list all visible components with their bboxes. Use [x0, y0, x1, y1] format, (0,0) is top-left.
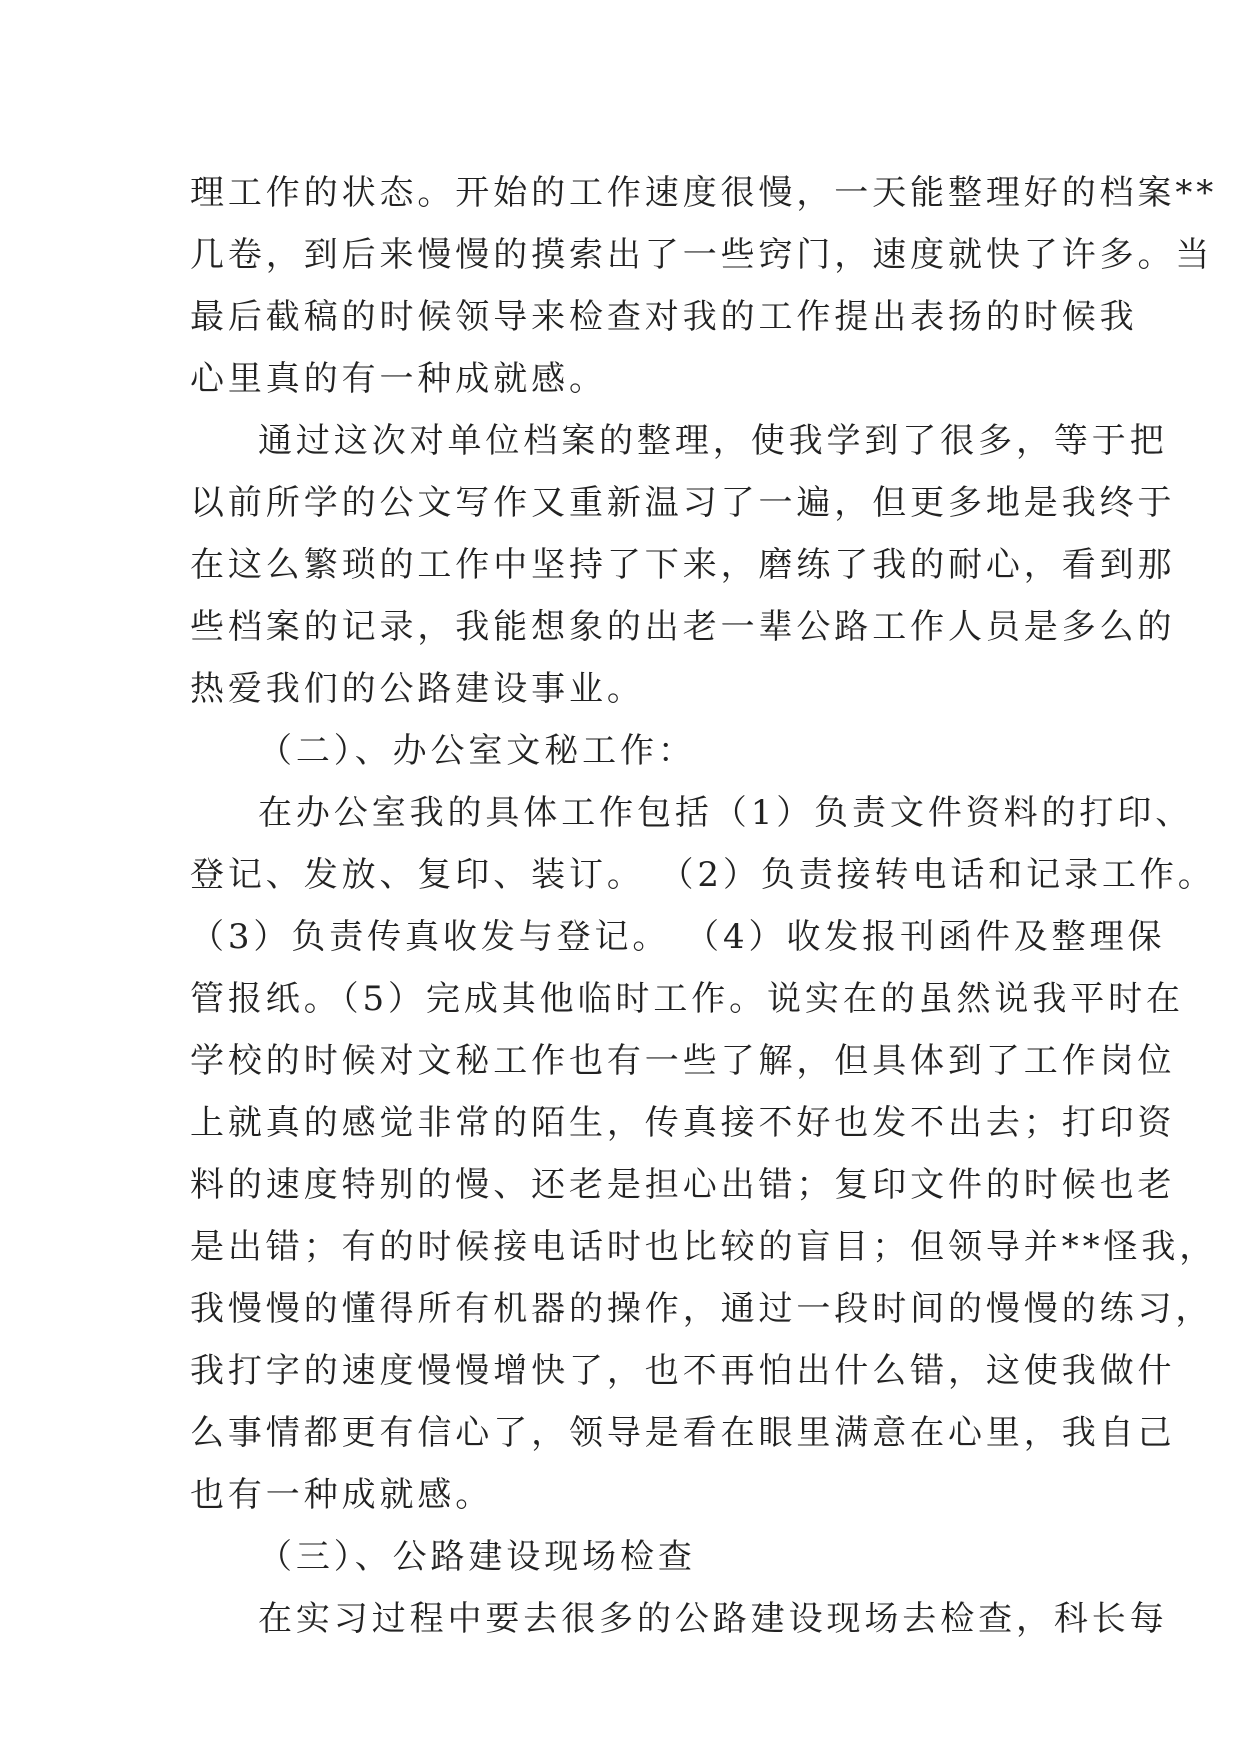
section-heading: （二）、办公室文秘工作：	[258, 731, 696, 771]
section-heading: （三）、公路建设现场检查	[258, 1537, 696, 1577]
text-line: 我打字的速度慢慢增快了，也不再怕出什么错，这使我做什	[190, 1351, 1176, 1391]
paragraph-start-line: 在办公室我的具体工作包括（1）负责文件资料的打印、	[258, 793, 1194, 833]
text-line: 些档案的记录，我能想象的出老一辈公路工作人员是多么的	[190, 607, 1176, 647]
text-line: 登记、发放、复印、装订。 （2）负责接转电话和记录工作。	[190, 855, 1216, 895]
text-line: 理工作的状态。开始的工作速度很慢，一天能整理好的档案**	[190, 173, 1218, 213]
paragraph-start-line: 在实习过程中要去很多的公路建设现场去检查，科长每	[258, 1599, 1168, 1639]
text-line: 么事情都更有信心了，领导是看在眼里满意在心里，我自己	[190, 1413, 1176, 1453]
text-line: 心里真的有一种成就感。	[190, 359, 607, 399]
text-line: 几卷，到后来慢慢的摸索出了一些窍门，速度就快了许多。当	[190, 235, 1214, 275]
text-line: 学校的时候对文秘工作也有一些了解，但具体到了工作岗位	[190, 1041, 1176, 1081]
text-line: 也有一种成就感。	[190, 1475, 494, 1515]
text-line: 我慢慢的懂得所有机器的操作，通过一段时间的慢慢的练习，	[190, 1289, 1214, 1329]
text-line: 上就真的感觉非常的陌生，传真接不好也发不出去；打印资	[190, 1103, 1176, 1143]
text-line: 热爱我们的公路建设事业。	[190, 669, 645, 709]
text-line: 最后截稿的时候领导来检查对我的工作提出表扬的时候我	[190, 297, 1138, 337]
text-line: 以前所学的公文写作又重新温习了一遍，但更多地是我终于	[190, 483, 1176, 523]
text-line: 是出错；有的时候接电话时也比较的盲目；但领导并**怪我，	[190, 1227, 1218, 1267]
text-line: 在这么繁琐的工作中坚持了下来，磨练了我的耐心，看到那	[190, 545, 1176, 585]
text-line: （3）负责传真收发与登记。 （4）收发报刊函件及整理保	[190, 917, 1166, 957]
text-line: 管报纸。（5）完成其他临时工作。说实在的虽然说我平时在	[190, 979, 1184, 1019]
paragraph-start-line: 通过这次对单位档案的整理，使我学到了很多，等于把	[258, 421, 1168, 461]
text-line: 料的速度特别的慢、还老是担心出错；复印文件的时候也老	[190, 1165, 1176, 1205]
